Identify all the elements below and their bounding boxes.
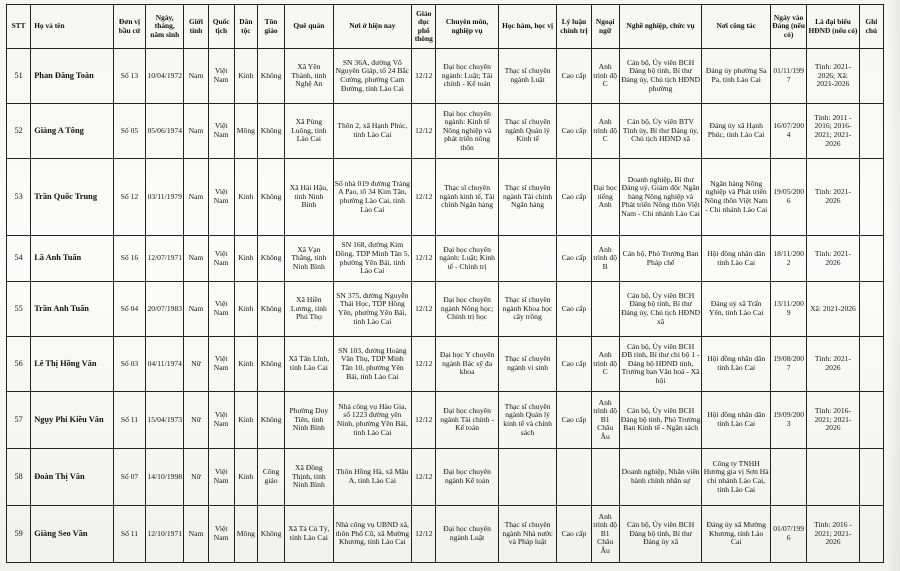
- cell-stt: 58: [7, 449, 31, 506]
- cell-politics: Cao cấp: [557, 236, 591, 282]
- header-religion: Tôn giáo: [257, 5, 284, 49]
- cell-religion: Không: [257, 159, 284, 236]
- cell-degree: Thạc sĩ chuyên ngành Nhà nước và Pháp luật: [498, 506, 556, 563]
- cell-stt: 51: [7, 49, 31, 104]
- cell-unit: Số 11: [113, 506, 145, 563]
- header-birthdate: Ngày, tháng, năm sinh: [146, 5, 184, 49]
- cell-education: 12/12: [412, 159, 436, 236]
- cell-hometown: Xã Đồng Thịnh, tỉnh Ninh Bình: [285, 449, 333, 506]
- cell-council-term: Xã: 2021-2026: [807, 282, 859, 337]
- cell-religion: Công giáo: [257, 449, 284, 506]
- table-row: [7, 159, 884, 236]
- header-name: Họ và tên: [31, 5, 114, 49]
- cell-religion: Không: [257, 104, 284, 159]
- cell-residence: Số nhà 019 đường Tràng A Pao, tổ 34 Kim Tân, phường Lào Cai, tỉnh Lào Cai: [333, 159, 412, 236]
- cell-residence: SN 168, đường Kim Đồng, TDP Minh Tân 5, phường Yên Bái, tỉnh Lào Cai: [333, 236, 412, 282]
- cell-degree: Thạc sĩ chuyên ngành Luật: [498, 49, 556, 104]
- cell-notes: [859, 236, 883, 282]
- header-unit: Đơn vị bầu cử: [113, 5, 145, 49]
- cell-council-term: Tỉnh: 2021-2026: [807, 337, 859, 392]
- table-header-row: [7, 5, 884, 49]
- cell-notes: [859, 337, 883, 392]
- cell-name: Giàng A Tông: [31, 104, 114, 159]
- cell-notes: [859, 49, 883, 104]
- table-row: [7, 282, 884, 337]
- cell-ethnicity: Kinh: [234, 337, 257, 392]
- cell-council-term: Tỉnh: 2016-2021; 2021-2026: [807, 392, 859, 449]
- cell-workplace: Đảng ủy phường Sa Pa, tỉnh Lào Cai: [702, 49, 771, 104]
- cell-council-term: [807, 449, 859, 506]
- cell-religion: Không: [257, 392, 284, 449]
- cell-workplace: Hội đồng nhân dân tỉnh Lào Cai: [702, 392, 771, 449]
- cell-birthdate: 15/04/1973: [146, 392, 184, 449]
- cell-council-term: Tỉnh: 2021-2026: [807, 236, 859, 282]
- cell-name: Đoàn Thị Vân: [31, 449, 114, 506]
- cell-party-date: 01/07/1996: [770, 506, 806, 563]
- cell-politics: Cao cấp: [557, 392, 591, 449]
- cell-education: 12/12: [412, 392, 436, 449]
- cell-unit: Số 12: [113, 159, 145, 236]
- cell-gender: Nữ: [184, 337, 208, 392]
- table-row: [7, 49, 884, 104]
- cell-specialty: Đại học chuyên ngành Kế toán: [436, 449, 498, 506]
- cell-nationality: Việt Nam: [208, 449, 234, 506]
- cell-ethnicity: Kinh: [234, 449, 257, 506]
- header-residence: Nơi ở hiện nay: [333, 5, 412, 49]
- cell-language: Anh trình độ B1 Châu Âu: [591, 392, 619, 449]
- cell-education: 12/12: [412, 104, 436, 159]
- cell-residence: SN 375, đường Nguyễn Thái Học, TDP Hồng Yên, phường Yên Bái, tỉnh Lào Cai: [333, 282, 412, 337]
- cell-education: 12/12: [412, 236, 436, 282]
- cell-education: 12/12: [412, 49, 436, 104]
- cell-ethnicity: Mông: [234, 506, 257, 563]
- cell-stt: 52: [7, 104, 31, 159]
- table-row: [7, 337, 884, 392]
- header-council-term: Là đại biểu HĐND (nếu có): [807, 5, 859, 49]
- cell-workplace: Đảng uỷ xã Trấn Yên, tỉnh Lào Cai: [702, 282, 771, 337]
- cell-degree: Thạc sĩ chuyên ngành Quản lý kinh tế và chính sách: [498, 392, 556, 449]
- cell-name: Trần Anh Tuấn: [31, 282, 114, 337]
- cell-stt: 56: [7, 337, 31, 392]
- cell-gender: Nam: [184, 282, 208, 337]
- cell-residence: Thôn 2, xã Hạnh Phúc, tỉnh Lào Cai: [333, 104, 412, 159]
- cell-nationality: Việt Nam: [208, 159, 234, 236]
- cell-gender: Nữ: [184, 392, 208, 449]
- cell-specialty: Đại học chuyên ngành: Luật; Kinh tế - Chính trị: [436, 236, 498, 282]
- cell-workplace: Hội đồng nhân dân tỉnh Lào Cai: [702, 337, 771, 392]
- header-gender: Giới tính: [184, 5, 208, 49]
- cell-notes: [859, 159, 883, 236]
- cell-stt: 53: [7, 159, 31, 236]
- page-edge-shadow: [886, 0, 900, 571]
- cell-birthdate: 12/07/1971: [146, 236, 184, 282]
- cell-gender: Nam: [184, 104, 208, 159]
- cell-nationality: Việt Nam: [208, 282, 234, 337]
- header-hometown: Quê quán: [285, 5, 333, 49]
- cell-education: 12/12: [412, 282, 436, 337]
- cell-unit: Số 16: [113, 236, 145, 282]
- cell-politics: Cao cấp: [557, 337, 591, 392]
- cell-politics: Cao cấp: [557, 104, 591, 159]
- cell-ethnicity: Kinh: [234, 49, 257, 104]
- cell-birthdate: 05/06/1974: [146, 104, 184, 159]
- cell-unit: Số 03: [113, 337, 145, 392]
- cell-language: Anh trình độ B: [591, 236, 619, 282]
- cell-education: 12/12: [412, 337, 436, 392]
- cell-occupation: Cán bộ, Phó Trưởng Ban Pháp chế: [619, 236, 702, 282]
- cell-name: Lê Thị Hồng Vân: [31, 337, 114, 392]
- cell-party-date: 13/11/2009: [770, 282, 806, 337]
- cell-occupation: Doanh nghiệp, Bí thư Đảng uỷ, Giám đốc Ngân hàng Nông nghiệp và Phát triển Nông thôn Việt Nam - Chi nhánh Lào Cai: [619, 159, 702, 236]
- cell-language: Anh trình độ B1 Châu Âu: [591, 506, 619, 563]
- candidate-table: [6, 4, 884, 563]
- cell-birthdate: 03/11/1979: [146, 159, 184, 236]
- cell-religion: Không: [257, 337, 284, 392]
- cell-notes: [859, 282, 883, 337]
- cell-occupation: Cán bộ, Ủy viên BTV Tỉnh ủy, Bí thư Đảng ủy, Chủ tịch HĐND xã: [619, 104, 702, 159]
- cell-notes: [859, 104, 883, 159]
- cell-council-term: Tỉnh: 2021-2026: [807, 159, 859, 236]
- cell-unit: Số 04: [113, 282, 145, 337]
- cell-workplace: Công ty TNHH Hương gia vị Sơn Hà chi nhánh Lào Cai, tỉnh Lào Cai: [702, 449, 771, 506]
- cell-politics: [557, 449, 591, 506]
- header-specialty: Chuyên môn, nghiệp vụ: [436, 5, 498, 49]
- cell-unit: Số 11: [113, 392, 145, 449]
- cell-language: Anh trình độ C: [591, 104, 619, 159]
- cell-religion: Không: [257, 236, 284, 282]
- cell-stt: 54: [7, 236, 31, 282]
- cell-stt: 57: [7, 392, 31, 449]
- cell-council-term: Tỉnh: 2021-2026; Xã: 2021-2026: [807, 49, 859, 104]
- cell-occupation: Cán bộ, Ủy viên BCH ĐB tỉnh, Bí thư chi bộ 1 - Đảng bộ HĐND tỉnh, Trưởng ban Văn hoá - Xã hội: [619, 337, 702, 392]
- cell-gender: Nam: [184, 506, 208, 563]
- cell-council-term: Tỉnh: 2016 - 2021; 2021-2026: [807, 506, 859, 563]
- cell-name: Lã Anh Tuấn: [31, 236, 114, 282]
- header-party-date: Ngày vào Đảng (nếu có): [770, 5, 806, 49]
- cell-specialty: Đại học Y chuyên ngành Bác sỹ đa khoa: [436, 337, 498, 392]
- cell-hometown: Xã Yên Thành, tỉnh Nghệ An: [285, 49, 333, 104]
- cell-party-date: 18/11/2002: [770, 236, 806, 282]
- cell-notes: [859, 392, 883, 449]
- cell-politics: Cao cấp: [557, 159, 591, 236]
- cell-degree: Thạc sĩ chuyên ngành vi sinh: [498, 337, 556, 392]
- cell-gender: Nam: [184, 236, 208, 282]
- cell-nationality: Việt Nam: [208, 236, 234, 282]
- cell-specialty: Đại học chuyên ngành: Kinh tế Nông nghiệp và phát triển nông thôn: [436, 104, 498, 159]
- cell-party-date: 19/05/2006: [770, 159, 806, 236]
- cell-specialty: Đại học chuyên ngành: Luật; Tài chính - Kế toán: [436, 49, 498, 104]
- cell-politics: Cao cấp: [557, 282, 591, 337]
- cell-birthdate: 10/04/1972: [146, 49, 184, 104]
- cell-degree: Thạc sĩ chuyên ngành Khoa học cây trồng: [498, 282, 556, 337]
- cell-occupation: Cán bộ, Ủy viên BCH Đảng bộ tỉnh, Bí thư Đảng ủy, Chủ tịch HĐND phường: [619, 49, 702, 104]
- cell-specialty: Đại học chuyên ngành Nông học; Chính trị học: [436, 282, 498, 337]
- cell-party-date: 19/08/2007: [770, 337, 806, 392]
- cell-party-date: [770, 449, 806, 506]
- cell-residence: Thôn Hồng Hà, xã Mậu A, tỉnh Lào Cai: [333, 449, 412, 506]
- cell-language: Anh trình độ C: [591, 337, 619, 392]
- header-ethnicity: Dân tộc: [234, 5, 257, 49]
- cell-workplace: Ngân hàng Nông nghiệp và Phát triển Nông thôn Việt Nam - Chi nhánh Lào Cai: [702, 159, 771, 236]
- cell-residence: Nhà công vụ Hào Gia, số 1223 đường yên Ninh, phường Yên Bái, tỉnh Lào Cai: [333, 392, 412, 449]
- cell-language: Anh trình độ C: [591, 49, 619, 104]
- cell-nationality: Việt Nam: [208, 506, 234, 563]
- cell-degree: Thạc sĩ chuyên ngành Quản lý Kinh tế: [498, 104, 556, 159]
- cell-hometown: Xã Hiền Lương, tỉnh Phú Thọ: [285, 282, 333, 337]
- header-stt: STT: [7, 5, 31, 49]
- cell-birthdate: 12/10/1971: [146, 506, 184, 563]
- cell-gender: Nam: [184, 159, 208, 236]
- cell-language: Đại học tiếng Anh: [591, 159, 619, 236]
- cell-name: Phan Đăng Toàn: [31, 49, 114, 104]
- cell-gender: Nam: [184, 49, 208, 104]
- cell-ethnicity: Kinh: [234, 392, 257, 449]
- cell-degree: [498, 449, 556, 506]
- header-nationality: Quốc tịch: [208, 5, 234, 49]
- cell-party-date: 19/09/2003: [770, 392, 806, 449]
- cell-specialty: Đại học chuyên ngành Tài chính - Kế toán: [436, 392, 498, 449]
- cell-council-term: Tỉnh: 2011 - 2016; 2016-2021; 2021-2026: [807, 104, 859, 159]
- cell-notes: [859, 449, 883, 506]
- cell-occupation: Cán bộ, Ủy viên BCH Đảng bộ tỉnh, Bí thư Đảng ủy, Chủ tịch HĐND xã: [619, 282, 702, 337]
- cell-gender: Nữ: [184, 449, 208, 506]
- cell-occupation: Doanh nghiệp, Nhân viên hành chính nhân sự: [619, 449, 702, 506]
- table-row: [7, 104, 884, 159]
- header-language: Ngoại ngữ: [591, 5, 619, 49]
- cell-religion: Không: [257, 506, 284, 563]
- cell-ethnicity: Kinh: [234, 236, 257, 282]
- header-occupation: Nghề nghiệp, chức vụ: [619, 5, 702, 49]
- header-notes: Ghi chú: [859, 5, 883, 49]
- header-politics: Lý luận chính trị: [557, 5, 591, 49]
- cell-education: 12/12: [412, 449, 436, 506]
- header-degree: Học hàm, học vị: [498, 5, 556, 49]
- cell-ethnicity: Mông: [234, 104, 257, 159]
- cell-nationality: Việt Nam: [208, 392, 234, 449]
- cell-stt: 59: [7, 506, 31, 563]
- header-education: Giáo dục phổ thông: [412, 5, 436, 49]
- cell-hometown: Xã Hải Hậu, tỉnh Ninh Bình: [285, 159, 333, 236]
- table-row: [7, 236, 884, 282]
- cell-name: Ngụy Phi Kiều Vân: [31, 392, 114, 449]
- cell-language: [591, 282, 619, 337]
- cell-workplace: Đảng ủy xã Mường Khương, tỉnh Lào Cai: [702, 506, 771, 563]
- cell-hometown: Xã Tả Củ Tỷ, tỉnh Lào Cai: [285, 506, 333, 563]
- table-row: [7, 506, 884, 563]
- cell-language: [591, 449, 619, 506]
- cell-occupation: Cán bộ, Ủy viên BCH Đảng bộ tỉnh, Phó Trưởng Ban Kinh tế - Ngân sách: [619, 392, 702, 449]
- cell-party-date: 01/11/1997: [770, 49, 806, 104]
- cell-unit: Số 05: [113, 104, 145, 159]
- cell-nationality: Việt Nam: [208, 49, 234, 104]
- cell-specialty: Đại học chuyên ngành Luật: [436, 506, 498, 563]
- cell-ethnicity: Kinh: [234, 282, 257, 337]
- cell-nationality: Việt Nam: [208, 337, 234, 392]
- cell-ethnicity: Kinh: [234, 159, 257, 236]
- cell-workplace: Đảng ủy xã Hạnh Phúc, tỉnh Lào Cai: [702, 104, 771, 159]
- cell-stt: 55: [7, 282, 31, 337]
- cell-occupation: Cán bộ, Ủy viên BCH Đảng bộ tỉnh, Bí thư Đảng ủy xã: [619, 506, 702, 563]
- cell-residence: SN 36A, đường Võ Nguyên Giáp, tổ 24 Bắc Cường, phường Cam Đường, tỉnh Lào Cai: [333, 49, 412, 104]
- cell-workplace: Hội đồng nhân dân tỉnh Lào Cai: [702, 236, 771, 282]
- cell-specialty: Thạc sĩ chuyên ngành kinh tế, Tài chính Ngân hàng: [436, 159, 498, 236]
- cell-hometown: Xã Pùng Luông, tỉnh Lào Cai: [285, 104, 333, 159]
- cell-birthdate: 20/07/1983: [146, 282, 184, 337]
- cell-residence: Nhà công vụ UBND xã, thôn Phố Cũ, xã Mường Khương, tỉnh Lào Cai: [333, 506, 412, 563]
- cell-birthdate: 14/10/1998: [146, 449, 184, 506]
- cell-hometown: Xã Vạn Thắng, tỉnh Ninh Bình: [285, 236, 333, 282]
- cell-religion: Không: [257, 282, 284, 337]
- cell-education: 12/12: [412, 506, 436, 563]
- cell-politics: Cao cấp: [557, 49, 591, 104]
- table-row: [7, 392, 884, 449]
- cell-name: Giàng Seo Vần: [31, 506, 114, 563]
- cell-unit: Số 07: [113, 449, 145, 506]
- header-workplace: Nơi công tác: [702, 5, 771, 49]
- cell-nationality: Việt Nam: [208, 104, 234, 159]
- cell-notes: [859, 506, 883, 563]
- cell-degree: Thạc sĩ chuyên ngành Tài chính Ngân hàng: [498, 159, 556, 236]
- cell-hometown: Xã Tân Lĩnh, tỉnh Lào Cai: [285, 337, 333, 392]
- cell-unit: Số 13: [113, 49, 145, 104]
- cell-party-date: 16/07/2004: [770, 104, 806, 159]
- cell-residence: SN 103, đường Hoàng Văn Thụ, TDP Minh Tân 10, phường Yên Bái, tỉnh Lào Cai: [333, 337, 412, 392]
- table-row: [7, 449, 884, 506]
- cell-degree: [498, 236, 556, 282]
- cell-birthdate: 04/11/1974: [146, 337, 184, 392]
- cell-hometown: Phường Duy Tiên, tỉnh Ninh Bình: [285, 392, 333, 449]
- cell-religion: Không: [257, 49, 284, 104]
- cell-name: Trần Quốc Trung: [31, 159, 114, 236]
- cell-politics: Cao cấp: [557, 506, 591, 563]
